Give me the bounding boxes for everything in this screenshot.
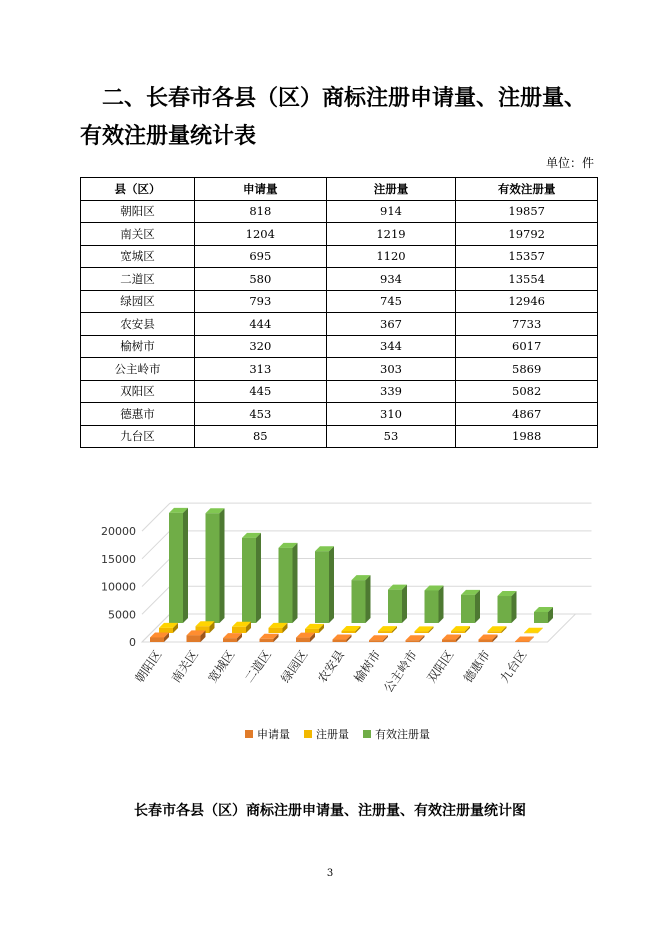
gridline-side	[142, 586, 170, 614]
bar	[333, 640, 347, 642]
bar	[305, 629, 319, 633]
bar	[524, 633, 538, 634]
bar	[169, 513, 183, 623]
x-tick-label: 南关区	[168, 647, 201, 686]
bar	[269, 628, 283, 633]
bar	[150, 637, 164, 642]
header-registrations: 注册量	[326, 178, 456, 201]
bar	[425, 590, 439, 623]
cell-county: 朝阳区	[81, 200, 195, 223]
bar	[242, 538, 256, 623]
cell-valid-registrations: 4867	[456, 403, 598, 426]
cell-registrations: 344	[326, 335, 456, 358]
y-tick-label: 10000	[101, 580, 136, 594]
cell-valid-registrations: 12946	[456, 290, 598, 313]
cell-applications: 453	[194, 403, 326, 426]
bar-side	[439, 585, 444, 623]
cell-registrations: 914	[326, 200, 456, 223]
stats-table	[80, 177, 598, 448]
table-row	[81, 223, 598, 246]
cell-valid-registrations: 13554	[456, 268, 598, 291]
table-row	[81, 425, 598, 448]
bar	[342, 631, 356, 633]
x-tick-label: 九台区	[497, 647, 530, 686]
bar-side	[293, 543, 298, 623]
cell-county: 德惠市	[81, 403, 195, 426]
cell-valid-registrations: 6017	[456, 335, 598, 358]
bar	[415, 631, 429, 633]
x-tick-label: 双阳区	[424, 647, 457, 686]
legend-item-applications	[245, 726, 290, 742]
bar-side	[183, 508, 188, 623]
cell-registrations: 745	[326, 290, 456, 313]
bar	[369, 640, 383, 642]
x-tick-label: 朝阳区	[132, 647, 165, 686]
cell-valid-registrations: 7733	[456, 313, 598, 336]
bar	[279, 548, 293, 623]
cell-registrations: 367	[326, 313, 456, 336]
table-body	[81, 200, 598, 448]
cell-valid-registrations: 19857	[456, 200, 598, 223]
gridline-side	[142, 531, 170, 559]
header-applications: 申请量	[194, 178, 326, 201]
cell-valid-registrations: 1988	[456, 425, 598, 448]
page-number: 3	[326, 868, 334, 879]
cell-county: 绿园区	[81, 290, 195, 313]
unit-label: 单位：件	[545, 156, 594, 170]
legend-item-registrations	[304, 726, 349, 742]
bar-top	[524, 628, 543, 633]
bar	[159, 628, 173, 633]
y-tick-label: 20000	[101, 525, 136, 539]
table-row	[81, 200, 598, 223]
cell-county: 九台区	[81, 425, 195, 448]
cell-registrations: 339	[326, 380, 456, 403]
cell-applications: 85	[194, 425, 326, 448]
bar	[206, 513, 220, 623]
bar-side	[475, 590, 480, 623]
cell-valid-registrations: 5869	[456, 358, 598, 381]
legend-label-valid: 有效注册量	[375, 728, 430, 741]
cell-applications: 695	[194, 245, 326, 268]
bar	[378, 631, 392, 633]
bar	[260, 639, 274, 642]
header-county: 县（区）	[81, 178, 195, 201]
cell-registrations: 1120	[326, 245, 456, 268]
y-tick-label: 15000	[101, 552, 136, 566]
cell-registrations: 303	[326, 358, 456, 381]
bar	[488, 631, 502, 633]
bar	[223, 638, 237, 642]
legend-item-valid	[363, 726, 430, 742]
bar-side	[256, 533, 261, 623]
cell-registrations: 53	[326, 425, 456, 448]
bar	[232, 627, 246, 633]
x-tick-label: 农安县	[314, 647, 347, 686]
bar	[498, 596, 512, 623]
bar	[315, 551, 329, 623]
cell-county: 宽城区	[81, 245, 195, 268]
cell-county: 二道区	[81, 268, 195, 291]
bar-chart	[95, 495, 595, 720]
bar	[406, 640, 420, 642]
table-row	[81, 380, 598, 403]
x-tick-label: 绿园区	[278, 647, 311, 686]
page-heading: 二、长春市各县（区）商标注册申请量、注册量、有效注册量统计表	[80, 86, 587, 149]
bar-side	[512, 591, 517, 623]
bar	[296, 638, 310, 642]
cell-applications: 793	[194, 290, 326, 313]
bar-side	[402, 585, 407, 623]
cell-applications: 445	[194, 380, 326, 403]
table-row	[81, 403, 598, 426]
gridline-side	[142, 559, 170, 587]
bar	[388, 590, 402, 623]
cell-county: 南关区	[81, 223, 195, 246]
table-row	[81, 290, 598, 313]
cell-registrations: 310	[326, 403, 456, 426]
table-row	[81, 313, 598, 336]
cell-registrations: 934	[326, 268, 456, 291]
cell-applications: 320	[194, 335, 326, 358]
table-row	[81, 358, 598, 381]
legend-swatch-applications	[245, 730, 253, 738]
table-row	[81, 268, 598, 291]
bar-top	[515, 637, 534, 642]
bar-side	[329, 546, 334, 623]
bar	[515, 642, 529, 643]
x-tick-label: 宽城区	[205, 647, 238, 686]
bar	[451, 631, 465, 633]
x-tick-label: 公主岭市	[380, 647, 420, 696]
cell-applications: 580	[194, 268, 326, 291]
bar	[352, 580, 366, 623]
bar-side	[220, 508, 225, 623]
bar	[442, 640, 456, 642]
cell-county: 榆树市	[81, 335, 195, 358]
y-tick-label: 5000	[108, 608, 136, 622]
x-tick-label: 二道区	[241, 647, 274, 686]
gridline-side	[142, 503, 170, 531]
x-tick-label: 榆树市	[351, 647, 384, 686]
y-tick-label: 0	[129, 636, 136, 649]
cell-county: 农安县	[81, 313, 195, 336]
bar-side	[366, 575, 371, 623]
chart-caption: 长春市各县（区）商标注册申请量、注册量、有效注册量统计图	[134, 803, 526, 819]
cell-applications: 818	[194, 200, 326, 223]
cell-registrations: 1219	[326, 223, 456, 246]
cell-valid-registrations: 15357	[456, 245, 598, 268]
legend-label-applications: 申请量	[257, 728, 290, 741]
cell-applications: 1204	[194, 223, 326, 246]
table-row	[81, 335, 598, 358]
legend-label-registrations: 注册量	[316, 728, 349, 741]
cell-county: 公主岭市	[81, 358, 195, 381]
bar	[534, 612, 548, 623]
cell-valid-registrations: 5082	[456, 380, 598, 403]
legend-swatch-registrations	[304, 730, 312, 738]
cell-applications: 444	[194, 313, 326, 336]
table-row	[81, 245, 598, 268]
table-header-row	[81, 178, 598, 201]
header-valid-registrations: 有效注册量	[456, 178, 598, 201]
chart-legend	[245, 726, 430, 742]
x-tick-label: 德惠市	[460, 647, 493, 686]
cell-applications: 313	[194, 358, 326, 381]
bar	[187, 635, 201, 642]
cell-county: 双阳区	[81, 380, 195, 403]
bar	[461, 595, 475, 623]
bar	[479, 639, 493, 642]
legend-swatch-valid	[363, 730, 371, 738]
cell-valid-registrations: 19792	[456, 223, 598, 246]
